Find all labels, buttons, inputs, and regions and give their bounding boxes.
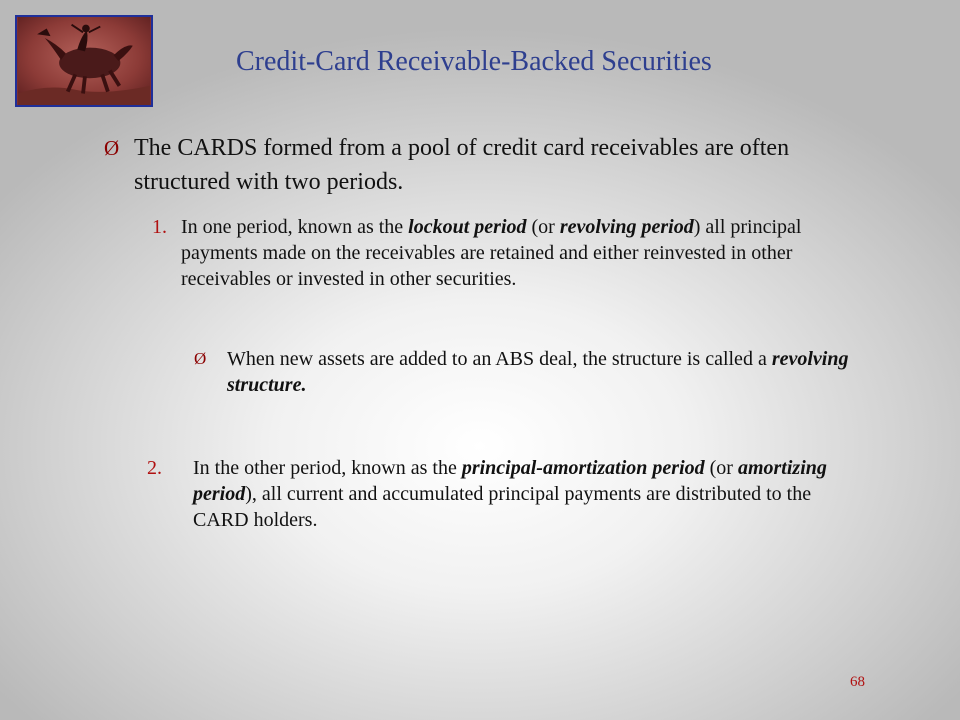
text-run: ), all current and accumulated principal payments are distributed to the CARD holders. bbox=[193, 483, 812, 531]
item-number: 1. bbox=[152, 216, 167, 238]
emphasis-term: principal-amortization period bbox=[461, 457, 705, 479]
text-run: (or bbox=[526, 216, 560, 238]
main-bullet-text: The CARDS formed from a pool of credit card receivables are often structured with two periods. bbox=[134, 135, 790, 195]
sub-bullet-text bbox=[227, 346, 854, 398]
item-text bbox=[181, 214, 842, 292]
page-number: 68 bbox=[850, 674, 865, 690]
bull-logo-image bbox=[15, 15, 153, 107]
emphasis-term: amortizing period bbox=[193, 457, 827, 505]
sub-bullet bbox=[194, 346, 854, 398]
text-run: In the other period, known as the bbox=[193, 457, 462, 479]
numbered-item-1 bbox=[152, 214, 842, 292]
emphasis-term: lockout period bbox=[408, 216, 527, 238]
item-text bbox=[193, 455, 847, 533]
emphasis-term: revolving period bbox=[559, 216, 694, 238]
text-run: ) all principal payments made on the receivables are retained and either reinvested in other receivables or invested in other securities. bbox=[181, 216, 802, 290]
main-bullet bbox=[104, 131, 864, 199]
arrow-bullet-icon: Ø bbox=[194, 349, 207, 368]
emphasis-term: revolving structure. bbox=[227, 348, 849, 396]
item-number: 2. bbox=[147, 457, 162, 479]
text-run: (or bbox=[704, 457, 738, 479]
text-run: When new assets are added to an ABS deal, the structure is called a bbox=[227, 348, 772, 370]
slide-title: Credit-Card Receivable-Backed Securities bbox=[236, 46, 712, 77]
text-run: In one period, known as the bbox=[181, 216, 409, 238]
numbered-item-2 bbox=[147, 455, 847, 533]
arrow-bullet-icon: Ø bbox=[104, 136, 120, 160]
